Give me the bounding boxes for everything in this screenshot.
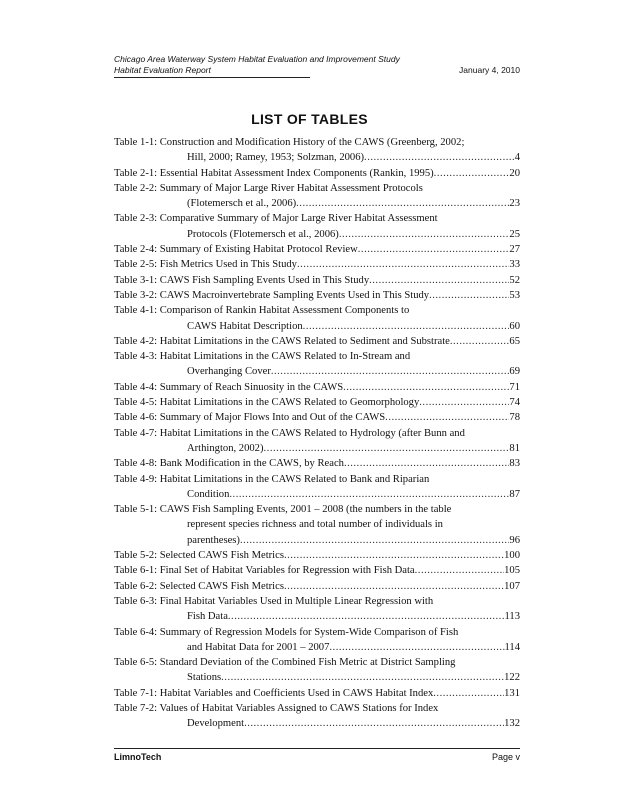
- entry-page-number: 131: [504, 687, 520, 699]
- table-entry[interactable]: [114, 563, 520, 578]
- entry-page-number: 114: [504, 641, 520, 653]
- dot-leader: [344, 456, 509, 471]
- entry-page-number: 71: [509, 381, 520, 393]
- entry-page-number: 122: [504, 672, 520, 684]
- dot-leader: [240, 533, 509, 548]
- entry-page-number: 33: [509, 259, 520, 271]
- table-entry[interactable]: [114, 303, 520, 334]
- entry-caption: Table 6-4: Summary of Regression Models for System-Wide Comparison of Fish: [114, 626, 459, 638]
- entry-caption: Table 3-2: CAWS Macroinvertebrate Sampling Events Used in This Study: [114, 289, 430, 301]
- study-title: Chicago Area Waterway System Habitat Evaluation and Improvement Study: [114, 54, 400, 64]
- running-header: [114, 54, 520, 76]
- report-title: Habitat Evaluation Report: [114, 65, 211, 75]
- entry-page-number: 65: [509, 335, 520, 347]
- dot-leader: [358, 242, 510, 257]
- table-entry[interactable]: [114, 273, 520, 288]
- dot-leader: [303, 319, 510, 334]
- table-entry[interactable]: [114, 334, 520, 349]
- entry-caption: Stations: [187, 672, 222, 684]
- table-entry[interactable]: [114, 579, 520, 594]
- entry-caption: Table 4-6: Summary of Major Flows Into and Out of the CAWS: [114, 412, 386, 424]
- table-entry[interactable]: [114, 395, 520, 410]
- entry-caption: Arthington, 2002): [187, 442, 264, 454]
- table-entry[interactable]: [114, 655, 520, 686]
- entry-page-number: 132: [504, 718, 520, 730]
- dot-leader: [284, 548, 504, 563]
- table-entry[interactable]: [114, 135, 520, 166]
- entry-caption: Table 1-1: Construction and Modification History of the CAWS (Greenberg, 2002;: [114, 137, 465, 148]
- entry-caption: Table 4-1: Comparison of Rankin Habitat Assessment Components to: [114, 305, 410, 317]
- table-entry[interactable]: [114, 166, 520, 181]
- dot-leader: [297, 257, 509, 272]
- table-entry[interactable]: [114, 701, 520, 732]
- entry-page-number: 20: [509, 167, 520, 179]
- entry-caption: (Flotemersch et al., 2006): [187, 198, 297, 210]
- entry-caption: Table 7-1: Habitat Variables and Coefficients Used in CAWS Habitat Index: [114, 687, 434, 699]
- table-entry[interactable]: [114, 288, 520, 303]
- table-entry[interactable]: [114, 456, 520, 471]
- table-entry[interactable]: [114, 181, 520, 212]
- entry-caption: represent species richness and total number of individuals in: [187, 519, 443, 531]
- entry-caption: Table 6-3: Final Habitat Variables Used in Multiple Linear Regression with: [114, 595, 434, 607]
- entry-page-number: 87: [509, 488, 520, 500]
- table-entry[interactable]: [114, 426, 520, 457]
- entry-caption: Table 4-3: Habitat Limitations in the CAWS Related to In-Stream and: [114, 351, 411, 363]
- entry-page-number: 83: [509, 458, 520, 470]
- page-title: LIST OF TABLES: [251, 111, 368, 127]
- dot-leader: [244, 716, 504, 731]
- entry-page-number: 4: [514, 152, 520, 164]
- report-date: January 4, 2010: [459, 65, 520, 75]
- entry-page-number: 74: [509, 397, 520, 409]
- entry-caption: Hill, 2000; Ramey, 1953; Solzman, 2006): [187, 152, 365, 164]
- page-number: Page v: [491, 752, 520, 762]
- entry-page-number: 69: [509, 366, 520, 378]
- dot-leader: [415, 563, 504, 578]
- table-entry[interactable]: [114, 257, 520, 272]
- table-entry[interactable]: [114, 349, 520, 380]
- entry-caption: Table 4-7: Habitat Limitations in the CAWS Related to Hydrology (after Bunn and: [114, 427, 465, 439]
- entry-caption: Table 6-2: Selected CAWS Fish Metrics: [114, 580, 284, 592]
- entry-caption: Table 2-3: Comparative Summary of Major Large River Habitat Assessment: [114, 213, 438, 225]
- entry-caption: Table 2-5: Fish Metrics Used in This Study: [114, 259, 297, 271]
- entry-page-number: 100: [504, 550, 520, 562]
- running-footer: [114, 750, 520, 762]
- table-entry[interactable]: [114, 594, 520, 625]
- dot-leader: [433, 686, 504, 701]
- entry-caption: Table 4-8: Bank Modification in the CAWS, by Reach: [114, 458, 344, 470]
- list-of-tables: [114, 135, 520, 732]
- entry-page-number: 60: [509, 320, 520, 332]
- dot-leader: [450, 334, 510, 349]
- dot-leader: [369, 273, 509, 288]
- table-entry[interactable]: [114, 242, 520, 257]
- entry-caption: Table 7-2: Values of Habitat Variables Assigned to CAWS Stations for Index: [114, 702, 439, 714]
- dot-leader: [228, 609, 505, 624]
- entry-caption: parentheses): [187, 534, 240, 546]
- dot-leader: [429, 288, 509, 303]
- entry-caption: Table 6-5: Standard Deviation of the Combined Fish Metric at District Sampling: [114, 657, 456, 669]
- table-entry[interactable]: [114, 625, 520, 656]
- entry-page-number: 23: [509, 198, 520, 210]
- entry-caption: Table 4-5: Habitat Limitations in the CAWS Related to Geomorphology: [114, 397, 420, 409]
- table-entry[interactable]: [114, 502, 520, 548]
- entry-caption: Table 5-1: CAWS Fish Sampling Events, 2001 – 2008 (the numbers in the table: [114, 504, 452, 516]
- table-entry[interactable]: [114, 211, 520, 242]
- entry-caption: Protocols (Flotemersch et al., 2006): [187, 228, 339, 240]
- table-entry[interactable]: [114, 380, 520, 395]
- entry-caption: Table 4-9: Habitat Limitations in the CAWS Related to Bank and Riparian: [114, 473, 430, 485]
- table-entry[interactable]: [114, 472, 520, 503]
- dot-leader: [221, 670, 504, 685]
- dot-leader: [264, 441, 510, 456]
- entry-page-number: 25: [509, 228, 520, 240]
- entry-caption: Table 6-1: Final Set of Habitat Variables for Regression with Fish Data: [114, 565, 415, 577]
- entry-caption: Development: [187, 718, 245, 730]
- header-rule: [114, 77, 310, 78]
- dot-leader: [434, 166, 510, 181]
- entry-page-number: 78: [509, 412, 520, 424]
- dot-leader: [284, 579, 504, 594]
- entry-page-number: 27: [509, 244, 520, 256]
- entry-caption: and Habitat Data for 2001 – 2007: [187, 641, 330, 653]
- entry-page-number: 105: [504, 565, 520, 577]
- entry-page-number: 107: [504, 580, 520, 592]
- dot-leader: [419, 395, 509, 410]
- dot-leader: [343, 380, 509, 395]
- table-entry[interactable]: [114, 548, 520, 563]
- company-name: LimnoTech: [114, 752, 162, 762]
- entry-caption: Table 2-4: Summary of Existing Habitat Protocol Review: [114, 244, 358, 256]
- entry-page-number: 96: [509, 534, 520, 546]
- entry-caption: Fish Data: [187, 611, 228, 623]
- table-entry[interactable]: [114, 686, 520, 701]
- dot-leader: [271, 364, 510, 379]
- dot-leader: [229, 487, 509, 502]
- entry-caption: CAWS Habitat Description: [187, 320, 303, 332]
- entry-caption: Table 4-2: Habitat Limitations in the CAWS Related to Sediment and Substrate: [114, 335, 450, 347]
- dot-leader: [329, 640, 504, 655]
- entry-page-number: 113: [504, 611, 520, 623]
- entry-page-number: 81: [509, 442, 520, 454]
- entry-caption: Condition: [187, 488, 230, 500]
- table-entry[interactable]: [114, 410, 520, 425]
- entry-caption: Table 4-4: Summary of Reach Sinuosity in the CAWS: [114, 381, 344, 393]
- entry-caption: Table 2-2: Summary of Major Large River Habitat Assessment Protocols: [114, 182, 423, 194]
- dot-leader: [339, 227, 510, 242]
- dot-leader: [385, 410, 509, 425]
- dot-leader: [364, 150, 515, 165]
- entry-page-number: 53: [509, 289, 520, 301]
- footer-rule: [114, 748, 520, 749]
- entry-caption: Table 3-1: CAWS Fish Sampling Events Used in This Study: [114, 274, 370, 286]
- entry-caption: Overhanging Cover: [187, 366, 271, 378]
- entry-caption: Table 5-2: Selected CAWS Fish Metrics: [114, 550, 284, 562]
- entry-page-number: 52: [509, 274, 520, 286]
- dot-leader: [296, 196, 509, 211]
- entry-caption: Table 2-1: Essential Habitat Assessment Index Components (Rankin, 1995): [114, 167, 434, 179]
